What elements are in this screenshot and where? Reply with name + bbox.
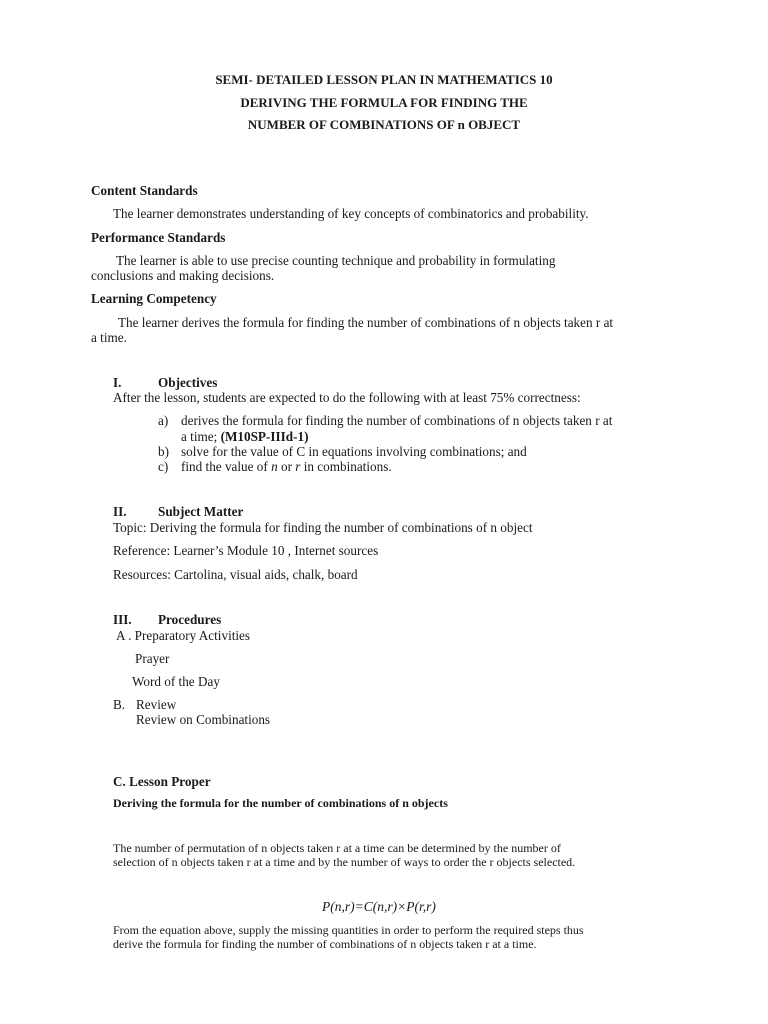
word-of-the-day-item: Word of the Day — [132, 674, 220, 689]
objective-b-label: b) — [158, 444, 169, 459]
objective-c-pre: find the value of — [181, 459, 268, 474]
objective-a-line2-text: a time; — [181, 429, 218, 444]
review-label: B. — [113, 697, 126, 712]
objective-c-r: r — [295, 459, 301, 474]
objective-c-post: in combinations. — [303, 459, 392, 474]
objective-c-or: or — [280, 459, 292, 474]
prayer-item: Prayer — [135, 651, 170, 666]
lesson-proper-subheading: Deriving the formula for the number of combinations of n objects — [113, 796, 448, 810]
objective-a-line2 — [181, 429, 308, 444]
learning-competency-heading: Learning Competency — [91, 291, 217, 306]
subject-reference: Reference: Learner’s Module 10 , Internet sources — [113, 543, 379, 558]
subject-matter-number: II. — [113, 504, 127, 519]
objective-b-text: solve for the value of C in equations involving combinations; and — [181, 444, 527, 459]
content-standards-heading: Content Standards — [91, 183, 198, 198]
objective-a-code: (M10SP-IIId-1) — [220, 429, 309, 444]
document-title-line2: DERIVING THE FORMULA FOR FINDING THE — [240, 95, 528, 110]
objective-c-n: n — [271, 459, 278, 474]
performance-standards-line1: The learner is able to use precise counting technique and probability in formulating — [116, 253, 556, 268]
lesson-para2-line1: From the equation above, supply the missing quantities in order to perform the required steps thus — [113, 923, 584, 937]
objectives-heading: Objectives — [158, 375, 218, 390]
lesson-para2-line2: derive the formula for finding the number of combinations of n objects taken r at a time. — [113, 937, 537, 951]
document-title-line3: NUMBER OF COMBINATIONS OF n OBJECT — [247, 117, 521, 132]
subject-topic: Topic: Deriving the formula for finding the number of combinations of n object — [113, 520, 533, 535]
review-sub-item: Review on Combinations — [136, 712, 271, 727]
lesson-para1-line2: selection of n objects taken r at a time and by the number of ways to order the r objects selected. — [113, 855, 576, 869]
lesson-proper-heading: C. Lesson Proper — [113, 774, 211, 789]
objective-c-text — [181, 459, 392, 474]
procedures-heading: Procedures — [158, 612, 222, 627]
lesson-para1-line1: The number of permutation of n objects taken r at a time can be determined by the number of — [113, 841, 561, 855]
objective-c-label: c) — [158, 459, 169, 474]
objectives-intro: After the lesson, students are expected to do the following with at least 75% correctness: — [113, 390, 581, 405]
performance-standards-line2: conclusions and making decisions. — [91, 268, 275, 283]
preparatory-activities-label: A . Preparatory Activities — [116, 628, 251, 643]
document-title-line1: SEMI- DETAILED LESSON PLAN IN MATHEMATICS 10 — [215, 72, 553, 87]
content-standards-text: The learner demonstrates understanding of key concepts of combinatorics and probability. — [113, 206, 589, 221]
objective-a-line1: derives the formula for finding the number of combinations of n objects taken r at — [181, 413, 613, 428]
learning-competency-line1: The learner derives the formula for finding the number of combinations of n objects taken r at — [118, 315, 614, 330]
objective-a-label: a) — [158, 413, 169, 428]
review-text: Review — [136, 697, 177, 712]
permutation-combination-formula: P(n,r)=C(n,r)×P(r,r) — [322, 899, 436, 914]
performance-standards-heading: Performance Standards — [91, 230, 226, 245]
subject-matter-heading: Subject Matter — [158, 504, 244, 519]
procedures-number: III. — [113, 612, 132, 627]
objectives-number: I. — [113, 375, 122, 390]
learning-competency-line2: a time. — [91, 330, 127, 345]
subject-resources: Resources: Cartolina, visual aids, chalk, board — [113, 567, 358, 582]
